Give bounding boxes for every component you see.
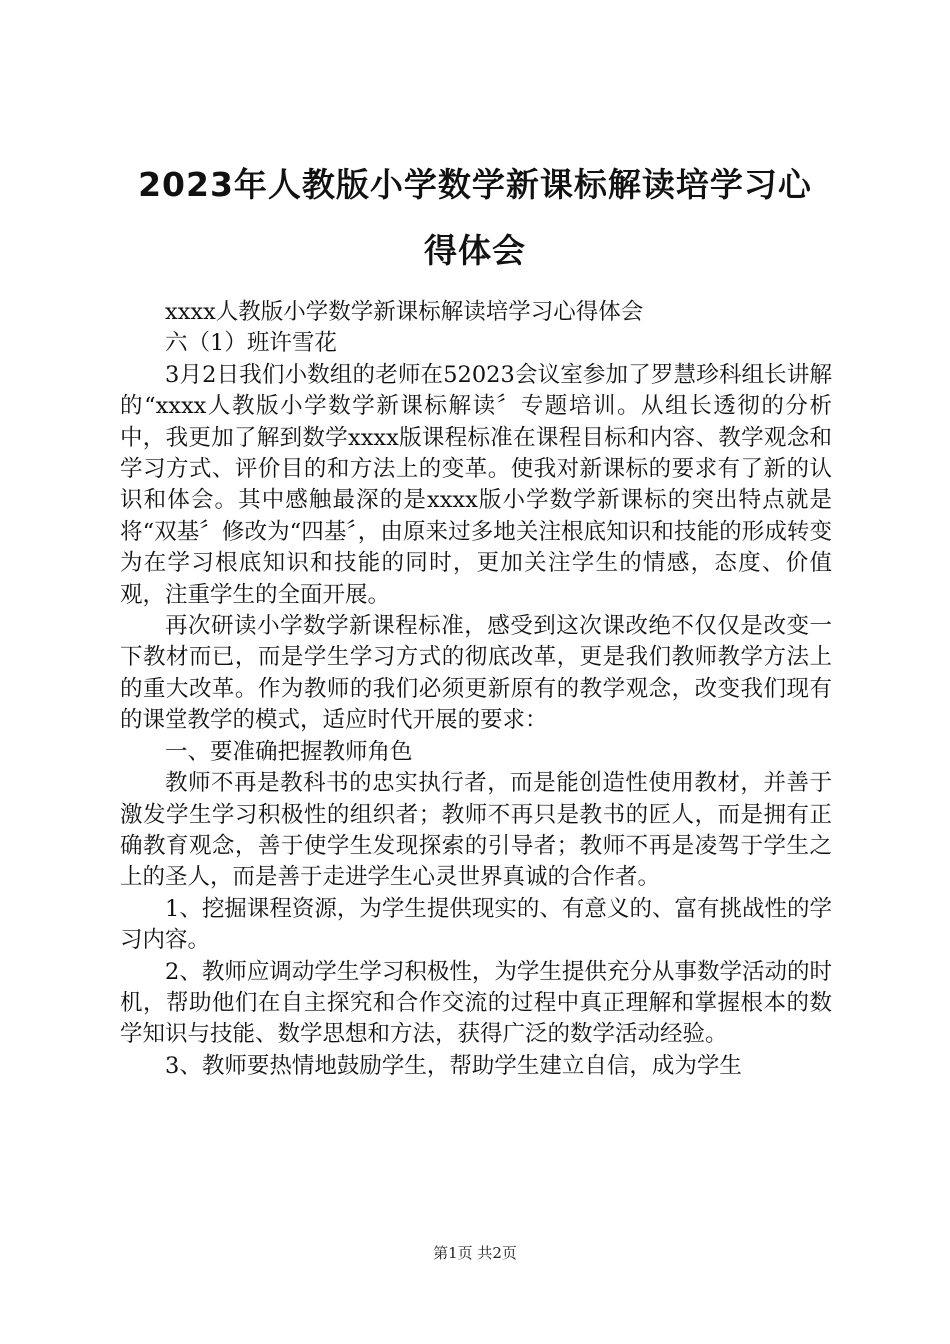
document-body	[120, 297, 832, 1082]
body-paragraph-reform: 再次研读小学数学新课程标准，感受到这次课改绝不仅仅是改变一下教材而已，而是学生学习方式的彻底改革，更是我们教师教学方法上的重大改革。作为教师的我们必须更新原有的教学观念，改变我们现有的课堂教学的模式，适应时代开展的要求：	[120, 613, 832, 734]
list-item-1: 1、挖掘课程资源，为学生提供现实的、有意义的、富有挑战性的学习内容。	[120, 895, 832, 954]
section-heading-teacher-role: 一、要准确把握教师角色	[165, 738, 413, 765]
list-item-3: 3、教师要热情地鼓励学生，帮助学生建立自信，成为学生	[165, 1052, 742, 1079]
author-line: 六（1）班许雪花	[165, 330, 337, 357]
body-paragraph-training: 3月2日我们小数组的老师在52023会议室参加了罗慧珍科组长讲解的“xxxx人教版小学数学新课标解读〞专题培训。从组长透彻的分析中，我更加了解到数学xxxx版课程标准在课程目标和内容、教学观念和学习方式、评价目的和方法上的变革。使我对新课标的要求有了新的认识和体会。其中感触最深的是xxxx版小学数学新课标的突出特点就是将“双基〞修改为“四基〞，由原来过多地关注根底知识和技能的形成转变为在学习根底知识和技能的同时，更加关注学生的情感，态度、价值观，注重学生的全面开展。	[120, 361, 832, 608]
document-title-line-1: 2023年人教版小学数学新课标解读培学习心	[138, 165, 812, 204]
subtitle-paragraph: xxxx人教版小学数学新课标解读培学习心得体会	[165, 299, 644, 325]
body-paragraph-teacher-role: 教师不再是教科书的忠实执行者，而是能创造性使用教材，并善于激发学生学习积极性的组织者；教师不再只是教书的匠人，而是拥有正确教育观念，善于使学生发现探索的引导者；教师不再是凌驾于学生之上的圣人，而是善于走进学生心灵世界真诚的合作者。	[120, 770, 832, 891]
document-title-line-2: 得体会	[424, 231, 526, 270]
page-footer: 第1页 共2页	[433, 1244, 517, 1262]
list-item-2: 2、教师应调动学生学习积极性，为学生提供充分从事数学活动的时机，帮助他们在自主探究和合作交流的过程中真正理解和掌握根本的数学知识与技能、数学思想和方法，获得广泛的数学活动经验。	[120, 958, 832, 1048]
